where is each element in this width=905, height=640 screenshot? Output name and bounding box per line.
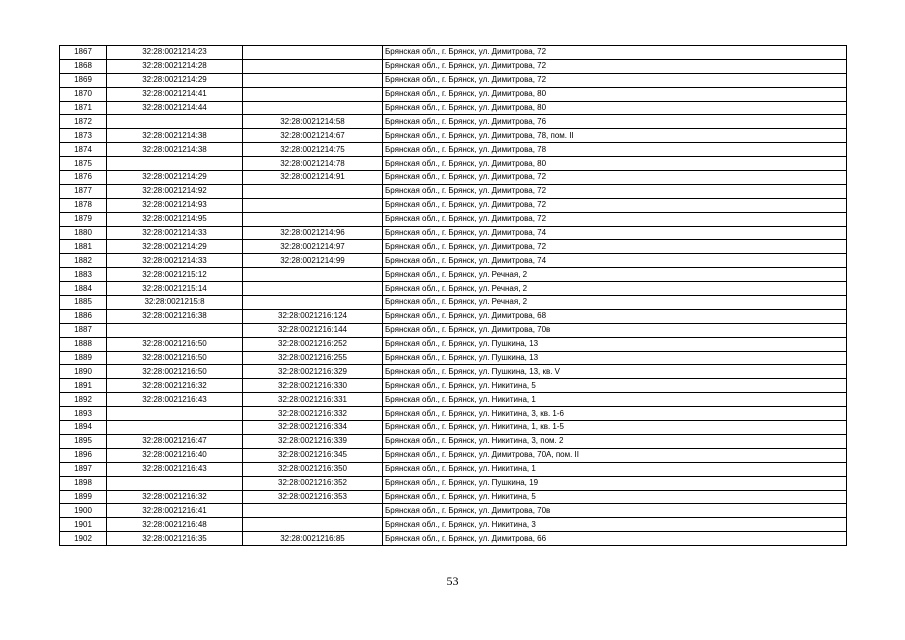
- address-cell: Брянская обл., г. Брянск, ул. Димитрова, 72: [383, 46, 847, 60]
- table-row: [60, 393, 847, 407]
- address-cell: Брянская обл., г. Брянск, ул. Димитрова, 74: [383, 226, 847, 240]
- address-cell: Брянская обл., г. Брянск, ул. Никитина, 3, пом. 2: [383, 434, 847, 448]
- cadastral-number-cell: 32:28:0021214:33: [107, 226, 243, 240]
- cadastral-number-2-cell: [243, 212, 383, 226]
- row-number-cell: 1886: [60, 309, 107, 323]
- address-cell: Брянская обл., г. Брянск, ул. Пушкина, 13: [383, 351, 847, 365]
- cadastral-number-2-cell: 32:28:0021216:330: [243, 379, 383, 393]
- row-number-cell: 1891: [60, 379, 107, 393]
- cadastral-number-cell: 32:28:0021216:32: [107, 379, 243, 393]
- cadastral-number-cell: 32:28:0021214:41: [107, 87, 243, 101]
- cadastral-number-cell: 32:28:0021214:29: [107, 73, 243, 87]
- cadastral-number-2-cell: 32:28:0021214:97: [243, 240, 383, 254]
- cadastral-number-2-cell: 32:28:0021216:85: [243, 532, 383, 546]
- cadastral-number-2-cell: [243, 59, 383, 73]
- table-row: [60, 226, 847, 240]
- cadastral-number-cell: 32:28:0021216:47: [107, 434, 243, 448]
- cadastral-number-2-cell: 32:28:0021216:334: [243, 421, 383, 435]
- cadastral-number-2-cell: 32:28:0021216:255: [243, 351, 383, 365]
- table-row: [60, 337, 847, 351]
- table-row: [60, 171, 847, 185]
- address-cell: Брянская обл., г. Брянск, ул. Димитрова, 80: [383, 101, 847, 115]
- cadastral-number-cell: 32:28:0021214:38: [107, 143, 243, 157]
- cadastral-number-2-cell: 32:28:0021214:91: [243, 171, 383, 185]
- address-cell: Брянская обл., г. Брянск, ул. Димитрова, 72: [383, 240, 847, 254]
- address-cell: Брянская обл., г. Брянск, ул. Димитрова, 72: [383, 73, 847, 87]
- cadastral-number-2-cell: [243, 46, 383, 60]
- row-number-cell: 1879: [60, 212, 107, 226]
- cadastral-number-2-cell: 32:28:0021216:345: [243, 448, 383, 462]
- table-row: [60, 323, 847, 337]
- cadastral-number-cell: 32:28:0021216:40: [107, 448, 243, 462]
- table-row: [60, 184, 847, 198]
- cadastral-number-cell: [107, 157, 243, 171]
- cadastral-number-cell: 32:28:0021215:8: [107, 296, 243, 310]
- address-cell: Брянская обл., г. Брянск, ул. Димитрова, 80: [383, 87, 847, 101]
- table-row: [60, 518, 847, 532]
- table-row: [60, 254, 847, 268]
- page-number: 53: [446, 574, 459, 588]
- cadastral-number-cell: 32:28:0021216:50: [107, 337, 243, 351]
- cadastral-number-cell: [107, 407, 243, 421]
- cadastral-number-2-cell: 32:28:0021214:78: [243, 157, 383, 171]
- cadastral-number-2-cell: 32:28:0021216:329: [243, 365, 383, 379]
- row-number-cell: 1878: [60, 198, 107, 212]
- cadastral-number-2-cell: 32:28:0021216:350: [243, 462, 383, 476]
- cadastral-number-cell: 32:28:0021216:32: [107, 490, 243, 504]
- address-cell: Брянская обл., г. Брянск, ул. Димитрова, 80: [383, 157, 847, 171]
- cadastral-number-cell: 32:28:0021214:23: [107, 46, 243, 60]
- table-row: [60, 365, 847, 379]
- table-row: [60, 379, 847, 393]
- table-row: [60, 143, 847, 157]
- cadastral-number-2-cell: 32:28:0021216:339: [243, 434, 383, 448]
- cadastral-number-cell: 32:28:0021214:38: [107, 129, 243, 143]
- address-cell: Брянская обл., г. Брянск, ул. Никитина, 5: [383, 490, 847, 504]
- row-number-cell: 1893: [60, 407, 107, 421]
- cadastral-number-cell: 32:28:0021214:28: [107, 59, 243, 73]
- address-cell: Брянская обл., г. Брянск, ул. Димитрова, 66: [383, 532, 847, 546]
- row-number-cell: 1870: [60, 87, 107, 101]
- address-cell: Брянская обл., г. Брянск, ул. Никитина, 3, кв. 1-6: [383, 407, 847, 421]
- cadastral-number-2-cell: 32:28:0021214:75: [243, 143, 383, 157]
- cadastral-number-cell: 32:28:0021214:95: [107, 212, 243, 226]
- table-row: [60, 129, 847, 143]
- row-number-cell: 1892: [60, 393, 107, 407]
- table-row: [60, 212, 847, 226]
- address-cell: Брянская обл., г. Брянск, ул. Речная, 2: [383, 268, 847, 282]
- cadastral-number-cell: [107, 115, 243, 129]
- row-number-cell: 1888: [60, 337, 107, 351]
- cadastral-number-cell: 32:28:0021216:43: [107, 393, 243, 407]
- row-number-cell: 1876: [60, 171, 107, 185]
- row-number-cell: 1873: [60, 129, 107, 143]
- row-number-cell: 1883: [60, 268, 107, 282]
- cadastral-number-2-cell: 32:28:0021216:352: [243, 476, 383, 490]
- cadastral-number-2-cell: 32:28:0021216:353: [243, 490, 383, 504]
- cadastral-number-cell: 32:28:0021216:50: [107, 365, 243, 379]
- row-number-cell: 1899: [60, 490, 107, 504]
- cadastral-number-2-cell: [243, 268, 383, 282]
- cadastral-number-2-cell: [243, 198, 383, 212]
- address-cell: Брянская обл., г. Брянск, ул. Никитина, 1: [383, 393, 847, 407]
- cadastral-number-2-cell: 32:28:0021214:58: [243, 115, 383, 129]
- row-number-cell: 1890: [60, 365, 107, 379]
- cadastral-number-cell: 32:28:0021216:41: [107, 504, 243, 518]
- address-cell: Брянская обл., г. Брянск, ул. Никитина, 5: [383, 379, 847, 393]
- table-row: [60, 421, 847, 435]
- address-cell: Брянская обл., г. Брянск, ул. Никитина, 1: [383, 462, 847, 476]
- address-cell: Брянская обл., г. Брянск, ул. Димитрова, 72: [383, 184, 847, 198]
- row-number-cell: 1896: [60, 448, 107, 462]
- row-number-cell: 1868: [60, 59, 107, 73]
- table-row: [60, 296, 847, 310]
- address-cell: Брянская обл., г. Брянск, ул. Димитрова, 78: [383, 143, 847, 157]
- table-row: [60, 407, 847, 421]
- table-row: [60, 476, 847, 490]
- row-number-cell: 1882: [60, 254, 107, 268]
- cadastral-number-2-cell: [243, 504, 383, 518]
- row-number-cell: 1871: [60, 101, 107, 115]
- address-cell: Брянская обл., г. Брянск, ул. Димитрова, 76: [383, 115, 847, 129]
- table-row: [60, 157, 847, 171]
- cadastral-number-cell: [107, 476, 243, 490]
- address-cell: Брянская обл., г. Брянск, ул. Никитина, 3: [383, 518, 847, 532]
- registry-table-body: [60, 46, 847, 546]
- row-number-cell: 1884: [60, 282, 107, 296]
- table-row: [60, 434, 847, 448]
- cadastral-number-2-cell: 32:28:0021216:331: [243, 393, 383, 407]
- cadastral-number-cell: 32:28:0021215:12: [107, 268, 243, 282]
- address-cell: Брянская обл., г. Брянск, ул. Димитрова, 70в: [383, 323, 847, 337]
- row-number-cell: 1901: [60, 518, 107, 532]
- row-number-cell: 1894: [60, 421, 107, 435]
- cadastral-number-cell: 32:28:0021214:92: [107, 184, 243, 198]
- cadastral-number-2-cell: [243, 518, 383, 532]
- address-cell: Брянская обл., г. Брянск, ул. Димитрова, 78, пом. II: [383, 129, 847, 143]
- table-row: [60, 504, 847, 518]
- cadastral-number-cell: 32:28:0021216:38: [107, 309, 243, 323]
- cadastral-number-cell: 32:28:0021214:33: [107, 254, 243, 268]
- row-number-cell: 1898: [60, 476, 107, 490]
- cadastral-number-2-cell: [243, 87, 383, 101]
- table-row: [60, 101, 847, 115]
- cadastral-number-2-cell: 32:28:0021214:96: [243, 226, 383, 240]
- row-number-cell: 1867: [60, 46, 107, 60]
- table-row: [60, 282, 847, 296]
- row-number-cell: 1887: [60, 323, 107, 337]
- row-number-cell: 1900: [60, 504, 107, 518]
- table-row: [60, 73, 847, 87]
- row-number-cell: 1902: [60, 532, 107, 546]
- row-number-cell: 1880: [60, 226, 107, 240]
- row-number-cell: 1885: [60, 296, 107, 310]
- table-row: [60, 87, 847, 101]
- address-cell: Брянская обл., г. Брянск, ул. Димитрова, 72: [383, 171, 847, 185]
- table-row: [60, 46, 847, 60]
- address-cell: Брянская обл., г. Брянск, ул. Димитрова, 72: [383, 198, 847, 212]
- cadastral-number-cell: 32:28:0021216:48: [107, 518, 243, 532]
- cadastral-number-cell: 32:28:0021216:50: [107, 351, 243, 365]
- address-cell: Брянская обл., г. Брянск, ул. Димитрова, 74: [383, 254, 847, 268]
- row-number-cell: 1872: [60, 115, 107, 129]
- cadastral-number-2-cell: [243, 282, 383, 296]
- address-cell: Брянская обл., г. Брянск, ул. Димитрова, 70в: [383, 504, 847, 518]
- table-row: [60, 448, 847, 462]
- row-number-cell: 1895: [60, 434, 107, 448]
- cadastral-number-2-cell: [243, 73, 383, 87]
- table-row: [60, 309, 847, 323]
- address-cell: Брянская обл., г. Брянск, ул. Пушкина, 19: [383, 476, 847, 490]
- address-cell: Брянская обл., г. Брянск, ул. Никитина, 1, кв. 1-5: [383, 421, 847, 435]
- address-cell: Брянская обл., г. Брянск, ул. Пушкина, 13, кв. V: [383, 365, 847, 379]
- cadastral-number-cell: 32:28:0021214:29: [107, 171, 243, 185]
- table-row: [60, 490, 847, 504]
- cadastral-number-cell: 32:28:0021216:43: [107, 462, 243, 476]
- address-cell: Брянская обл., г. Брянск, ул. Димитрова, 68: [383, 309, 847, 323]
- table-row: [60, 115, 847, 129]
- address-cell: Брянская обл., г. Брянск, ул. Речная, 2: [383, 296, 847, 310]
- table-row: [60, 268, 847, 282]
- table-row: [60, 351, 847, 365]
- cadastral-number-2-cell: [243, 101, 383, 115]
- cadastral-number-2-cell: 32:28:0021216:124: [243, 309, 383, 323]
- cadastral-number-cell: 32:28:0021214:93: [107, 198, 243, 212]
- row-number-cell: 1881: [60, 240, 107, 254]
- cadastral-number-cell: 32:28:0021215:14: [107, 282, 243, 296]
- table-row: [60, 59, 847, 73]
- row-number-cell: 1874: [60, 143, 107, 157]
- address-cell: Брянская обл., г. Брянск, ул. Пушкина, 13: [383, 337, 847, 351]
- address-cell: Брянская обл., г. Брянск, ул. Димитрова, 72: [383, 212, 847, 226]
- cadastral-number-cell: [107, 323, 243, 337]
- row-number-cell: 1869: [60, 73, 107, 87]
- table-row: [60, 198, 847, 212]
- registry-table: [59, 45, 847, 546]
- cadastral-number-2-cell: 32:28:0021216:144: [243, 323, 383, 337]
- address-cell: Брянская обл., г. Брянск, ул. Речная, 2: [383, 282, 847, 296]
- cadastral-number-2-cell: 32:28:0021216:332: [243, 407, 383, 421]
- address-cell: Брянская обл., г. Брянск, ул. Димитрова, 72: [383, 59, 847, 73]
- cadastral-number-cell: 32:28:0021216:35: [107, 532, 243, 546]
- table-row: [60, 532, 847, 546]
- table-row: [60, 240, 847, 254]
- cadastral-number-cell: [107, 421, 243, 435]
- cadastral-number-cell: 32:28:0021214:44: [107, 101, 243, 115]
- row-number-cell: 1875: [60, 157, 107, 171]
- row-number-cell: 1877: [60, 184, 107, 198]
- row-number-cell: 1897: [60, 462, 107, 476]
- cadastral-number-2-cell: 32:28:0021214:67: [243, 129, 383, 143]
- cadastral-number-2-cell: [243, 296, 383, 310]
- table-row: [60, 462, 847, 476]
- cadastral-number-2-cell: 32:28:0021216:252: [243, 337, 383, 351]
- row-number-cell: 1889: [60, 351, 107, 365]
- cadastral-number-cell: 32:28:0021214:29: [107, 240, 243, 254]
- cadastral-number-2-cell: [243, 184, 383, 198]
- cadastral-number-2-cell: 32:28:0021214:99: [243, 254, 383, 268]
- address-cell: Брянская обл., г. Брянск, ул. Димитрова, 70А, пом. II: [383, 448, 847, 462]
